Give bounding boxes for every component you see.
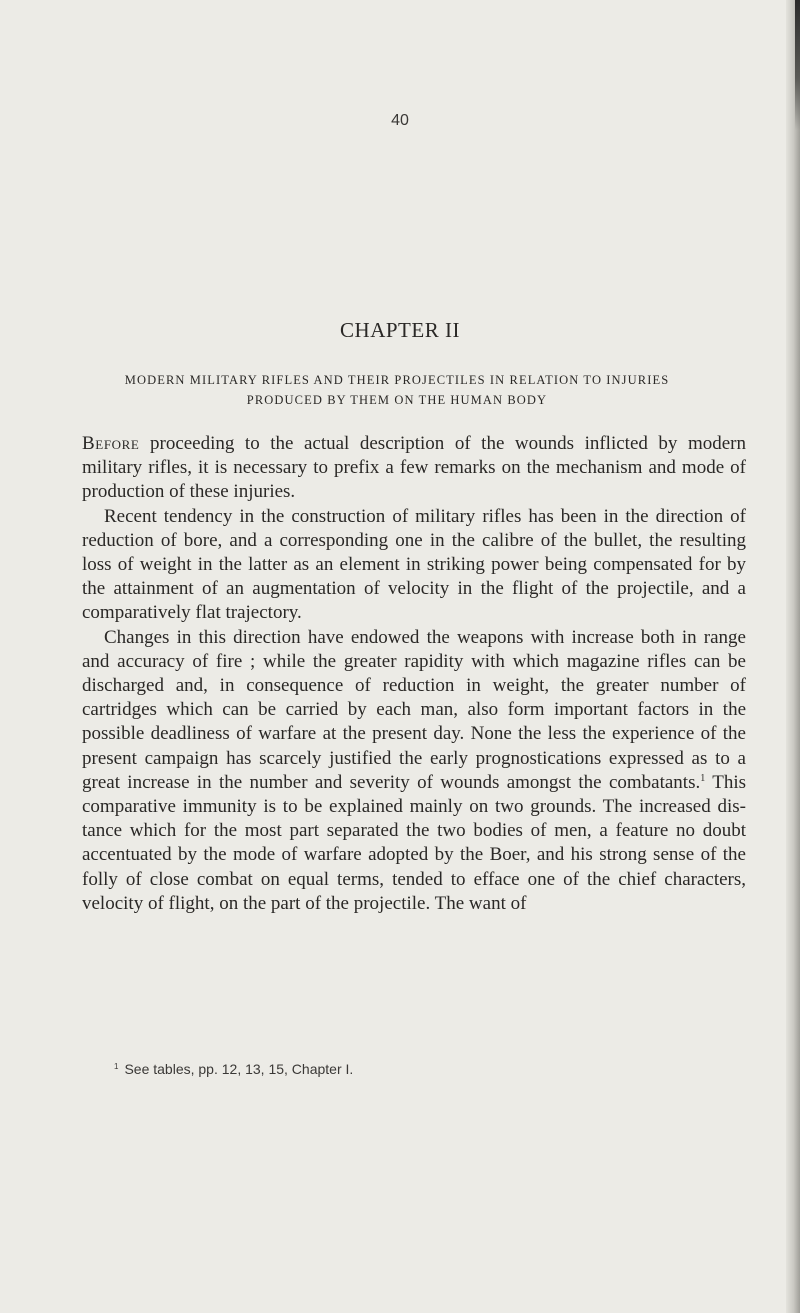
paragraph-3-part-b: This comparative immunity is to be explained mainly on two grounds. The increased distance which for the most part separated the two bodies of men, a feature no doubt accentuated by the mode of warfare adopted by the Boer, and his strong sense of the folly of close combat on equal terms, tended to efface one of the chief characters, velocity of flight, on the part of the projectile. The want of [82, 771, 746, 914]
chapter-title: CHAPTER II [340, 318, 460, 342]
paragraph-1-lead: Before [82, 433, 140, 454]
page-edge-shadow [786, 0, 800, 1313]
paragraph-1 [82, 432, 746, 505]
footnote [114, 1061, 353, 1077]
chapter-subtitle: MODERN MILITARY RIFLES AND THEIR PROJECTILES IN RELATION TO INJURIES PRODUCED BY THEM ON THE HUMAN BODY [124, 373, 670, 407]
paragraph-1-rest: proceeding to the actual description of the wounds inflicted by modern military rifles, it is necessary to prefix a few remarks on the mechanism and mode of production of these injuries. [82, 433, 746, 503]
page-number: 40 [391, 112, 409, 129]
footnote-reference: 1 [700, 772, 706, 784]
body-text [82, 432, 746, 916]
page-edge-binding [795, 0, 800, 130]
footnote-text: See tables, pp. 12, 13, 15, Chapter I. [124, 1061, 354, 1077]
paragraph-3-part-a: Changes in this direction have endowed the weapons with increase both in range and accuracy of fire ; while the greater rapidity with which magazine rifles can be discharged and, in consequence of reduction in weight, the greater number of cartridges which can be carried by each man, also form important factors in the possible deadliness of warfare at the present day. None the less the experience of the present campaign has scarcely justified the early prognostications expressed as to a great increase in the number and severity of wounds amongst the combatants. [82, 626, 746, 793]
paragraph-2: Recent tendency in the construction of military rifles has been in the direction of reduction of bore, and a corresponding one in the calibre of the bullet, the resulting loss of weight in the latter as an element in striking power being compensated for by the attainment of an augmentation of velocity in the flight of the projectile, and a comparatively flat trajectory. [82, 505, 746, 624]
paragraph-3 [82, 626, 746, 916]
footnote-marker: 1 [114, 1062, 119, 1071]
